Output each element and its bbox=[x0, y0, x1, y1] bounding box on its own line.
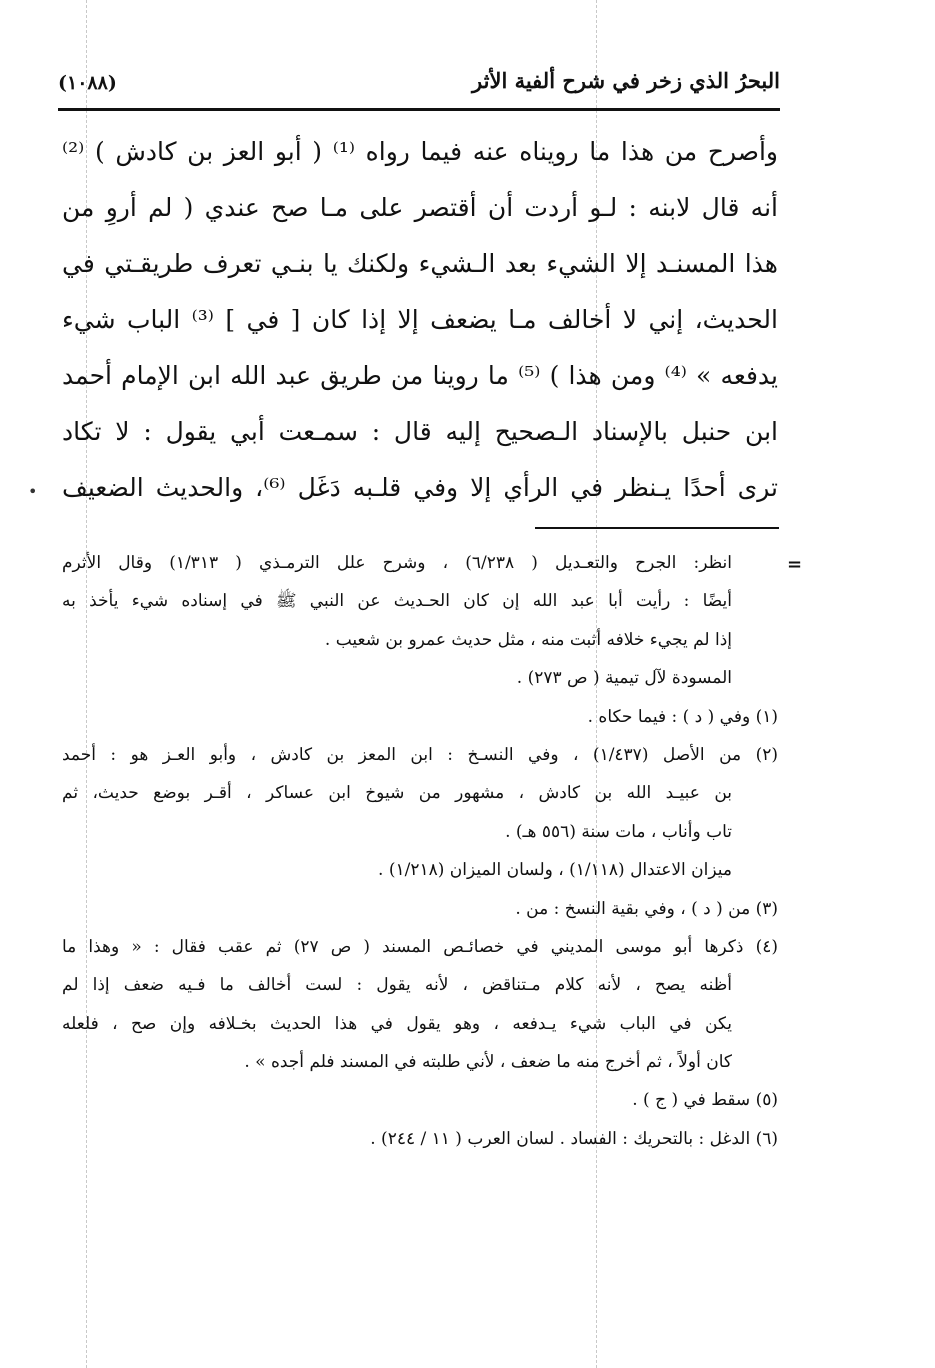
footnote-line: (٢) من الأصل (١/٤٣٧) ، وفي النسـخ : ابن المعز بن كادش ، وأبو العـز هو : أحمد bbox=[62, 744, 778, 765]
footnote-line: (٥) سقط في ( ج ) . bbox=[632, 1090, 778, 1111]
body-line: ابن حنبل بالإسناد الـصحيح إليه قال : سمـعت أبي يقول : لا تكاد bbox=[62, 417, 778, 446]
footnote-line: المسودة لآل تيمية ( ص ٢٧٣) . bbox=[516, 668, 732, 689]
footnote-line: (٤) ذكرها أبو موسى المديني في خصائـص المسند ( ص ٢٧) ثم عقب فقال : « وهذا ما bbox=[62, 936, 778, 957]
running-title: البحرُ الذي زخر في شرح ألفية الأثر bbox=[472, 68, 780, 93]
footnote-line: كان أولاً ، ثم أخرج منه ما ضعف ، لأني طلبته في المسند فلم أجده » . bbox=[244, 1052, 732, 1073]
footnote-line: يكن في الباب شيء يـدفعه ، وهو يقول في هذا الحديث بخـلافه وإن صح ، فلعله bbox=[62, 1013, 732, 1034]
running-header bbox=[58, 62, 780, 104]
footnote-line: بن عبيـد الله بن كادش ، مشهور من شيوخ ابن عساكر ، أقـر بوضع حديث، ثم bbox=[62, 783, 732, 804]
footnote-line: انظر: الجرح والتعـديل ( ٦/٢٣٨) ، وشرح علل الترمـذي ( ١/٣١٣) وقال الأثرم bbox=[62, 553, 732, 573]
footnote-line: تاب وأناب ، مات سنة (٥٥٦ هـ) . bbox=[505, 821, 732, 842]
header-rule bbox=[58, 108, 780, 111]
body-line: ترى أحدًا يـنظر في الرأي إلا وفي قلـبه دَغَل ⁽⁶⁾، والحديث الضعيف bbox=[62, 473, 778, 502]
body-line: أنه قال لابنه : لـو أردت أن أقتصر على مـا صح عندي ( لم أروِ من bbox=[62, 193, 778, 222]
footnote-line: (٦) الدغل : بالتحريك : الفساد . لسان العرب ( ١١ / ٢٤٤) . bbox=[370, 1128, 778, 1149]
footnote-line: (٣) من ( د ) ، وفي بقية النسخ : من . bbox=[515, 898, 778, 919]
body-line: يدفعه » ⁽⁴⁾ ومن هذا ) ⁽⁵⁾ ما روينا من طريق عبد الله ابن الإمام أحمد bbox=[62, 361, 778, 390]
footnote-line: (١) وفي ( د ) : فيما حكاه . bbox=[587, 706, 778, 727]
footnote-line: إذا لم يجيء خلافه أثبت منه ، مثل حديث عمرو بن شعيب . bbox=[324, 629, 732, 650]
footnote-line: أيضًا : رأيت أبا عبد الله إن كان الحـديث عن النبي ﷺ في إسناده شيء يأخذ به bbox=[62, 591, 732, 612]
footnotes bbox=[62, 544, 778, 1158]
body-line: الحديث، إني لا أخالف مـا يضعف إلا إذا كان [ في ] ⁽³⁾ الباب شيء bbox=[62, 305, 778, 334]
body-line: هذا المسنـد إلا الشيء بعد الـشيء ولكنك يا بنـي تعرف طريقـتي في bbox=[62, 249, 778, 278]
page-number: (١٠٨٨) bbox=[58, 72, 117, 94]
body-line: وأصرح من هذا ما رويناه عنه فيما رواه ⁽¹⁾ ( أبو العز بن كادش ) ⁽²⁾ bbox=[62, 137, 779, 166]
footnote-continuation-mark: = bbox=[787, 554, 803, 575]
footnote-line: أظنه يصح ، لأنه كلام مـتناقض ، لأنه يقول : لست أخالف ما فـيه ضعف إذا لم bbox=[62, 975, 732, 996]
footnote-line: ميزان الاعتدال (١/١١٨) ، ولسان الميزان (١/٢١٨) . bbox=[378, 860, 732, 881]
footnote-separator bbox=[535, 527, 779, 529]
margin-dot: • bbox=[28, 482, 38, 501]
main-body-text bbox=[62, 124, 778, 516]
